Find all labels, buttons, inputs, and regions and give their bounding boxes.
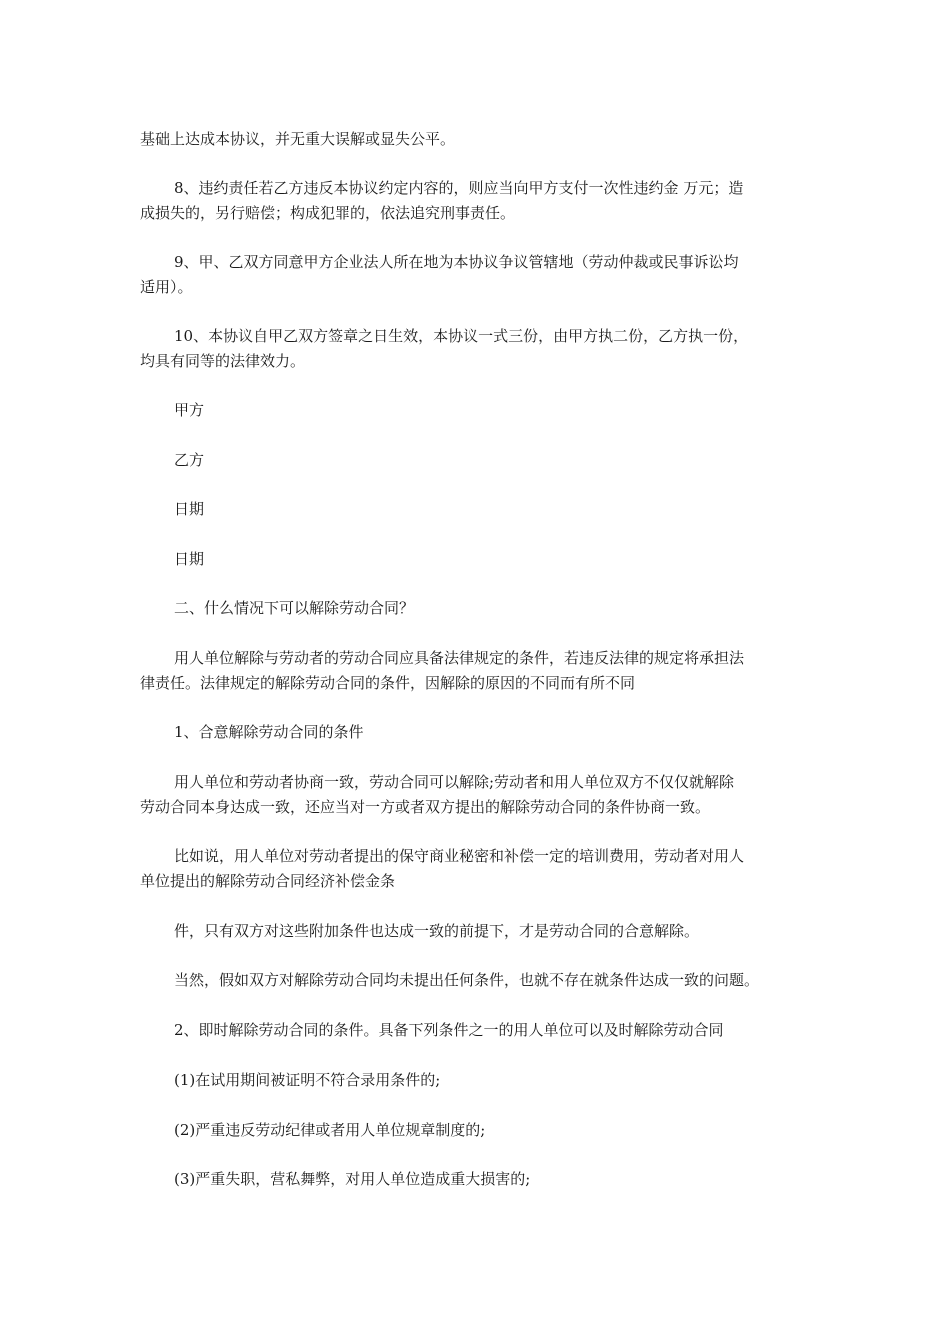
signature-party-a: 甲方	[174, 401, 205, 419]
text-line: 10、本协议自甲乙双方签章之日生效，本协议一式三份，由甲方执二份，乙方执一份，	[174, 327, 749, 345]
signature-party-b: 乙方	[174, 451, 205, 469]
signature-date: 日期	[174, 550, 205, 568]
text-line: 比如说，用人单位对劳动者提出的保守商业秘密和补偿一定的培训费用，劳动者对用人	[174, 847, 745, 865]
text-line: 劳动合同本身达成一致，还应当对一方或者双方提出的解除劳动合同的条件协商一致。	[140, 798, 711, 816]
text-line: 9、甲、乙双方同意甲方企业法人所在地为本协议争议管辖地（劳动仲裁或民事诉讼均	[174, 253, 739, 271]
subsection-heading: 2、即时解除劳动合同的条件。具备下列条件之一的用人单位可以及时解除劳动合同	[174, 1021, 724, 1039]
signature-date: 日期	[174, 500, 205, 518]
text-line: 8、违约责任若乙方违反本协议约定内容的，则应当向甲方支付一次性违约金 万元；造	[174, 179, 744, 197]
text-line: 适用）。	[140, 278, 193, 296]
text-line: 单位提出的解除劳动合同经济补偿金条	[140, 872, 396, 890]
text-line: 件，只有双方对这些附加条件也达成一致的前提下，才是劳动合同的合意解除。	[174, 922, 700, 940]
text-line: 用人单位和劳动者协商一致，劳动合同可以解除;劳动者和用人单位双方不仅仅就解除	[174, 773, 735, 791]
text-line: 当然，假如双方对解除劳动合同均未提出任何条件，也就不存在就条件达成一致的问题。	[174, 971, 760, 989]
list-item: (1)在试用期间被证明不符合录用条件的;	[174, 1071, 441, 1089]
list-item: (3)严重失职，营私舞弊，对用人单位造成重大损害的;	[174, 1170, 531, 1188]
section-heading: 二、什么情况下可以解除劳动合同？	[174, 599, 415, 617]
text-line: 成损失的，另行赔偿；构成犯罪的，依法追究刑事责任。	[140, 204, 516, 222]
text-line: 用人单位解除与劳动者的劳动合同应具备法律规定的条件，若违反法律的规定将承担法	[174, 649, 745, 667]
list-item: (2)严重违反劳动纪律或者用人单位规章制度的;	[174, 1121, 486, 1139]
text-line: 律责任。法律规定的解除劳动合同的条件，因解除的原因的不同而有所不同	[140, 674, 636, 692]
subsection-heading: 1、合意解除劳动合同的条件	[174, 723, 364, 741]
text-line: 基础上达成本协议，并无重大误解或显失公平。	[140, 130, 456, 148]
text-line: 均具有同等的法律效力。	[140, 352, 306, 370]
